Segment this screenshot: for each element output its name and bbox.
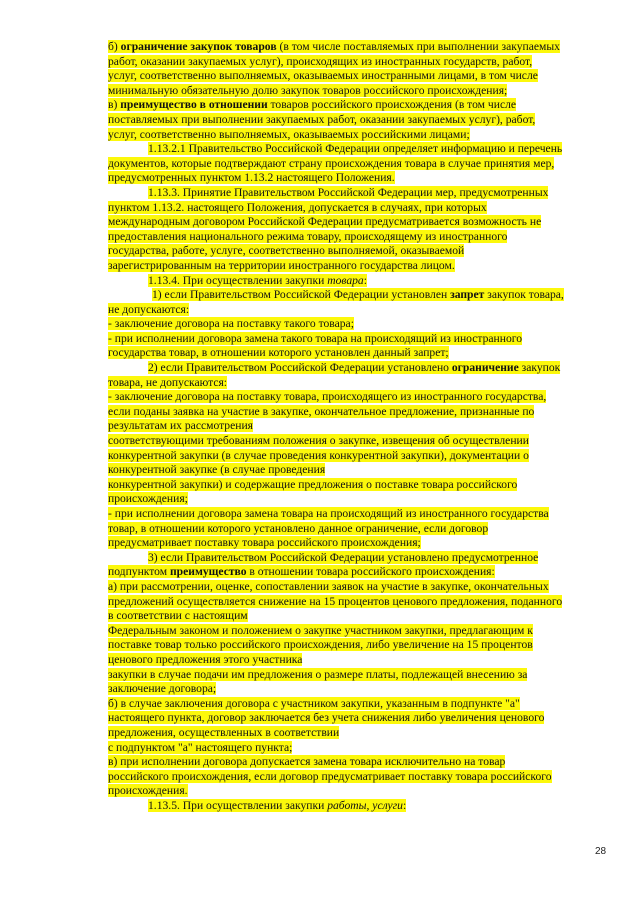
text-line	[108, 638, 608, 653]
text-segment: закупок товара,	[484, 288, 564, 302]
highlighted-text	[108, 332, 522, 345]
text-segment: - заключение договора на поставку товара, происходящего из иностранного государства,	[108, 390, 547, 404]
highlighted-text	[108, 244, 464, 257]
page-number: 28	[595, 846, 607, 857]
text-line	[108, 390, 608, 405]
text-segment: соответствующими требованиям положения о закупке, извещения об осуществлении	[108, 434, 529, 448]
text-segment: - заключение договора на поставку такого товара;	[108, 317, 354, 331]
highlighted-text	[108, 668, 527, 681]
text-line	[108, 288, 608, 303]
text-line	[108, 799, 608, 814]
bold-term: преимущество	[169, 565, 247, 579]
text-segment: российского происхождения, если договор предусматривает поставку товара российского	[108, 769, 552, 783]
text-line	[108, 565, 608, 580]
text-segment: происхождения;	[108, 492, 188, 506]
text-line	[108, 449, 608, 464]
highlighted-text	[108, 215, 541, 228]
highlighted-text	[108, 609, 248, 622]
highlighted-text	[108, 376, 227, 389]
text-line	[108, 346, 608, 361]
highlighted-text	[108, 317, 354, 330]
highlighted-text	[108, 55, 532, 68]
text-line	[108, 186, 608, 201]
text-segment: в отношении товара российского происхождения:	[246, 565, 495, 579]
bold-term: запрет	[450, 288, 485, 302]
highlighted-text	[108, 419, 253, 432]
text-line	[108, 668, 608, 683]
bold-term: преимущество в отношении	[120, 98, 268, 112]
text-segment: услуг, соответственно выполняемых, оказываемых российскими лицами;	[108, 127, 470, 141]
text-segment: государства товар, в отношении которого установлен данный запрет;	[108, 346, 449, 360]
text-segment: конкурентной закупке (в случае проведения	[108, 463, 326, 477]
text-segment: закупки в случае подачи им предложения о размере платы, подлежащей внесению за	[108, 667, 528, 681]
text-segment: работ, оказании закупаемых услуг), происходящих из иностранных государств, работ,	[108, 54, 533, 68]
document-body	[108, 40, 608, 813]
text-line	[108, 682, 608, 697]
text-line	[108, 317, 608, 332]
text-line	[108, 55, 608, 70]
highlighted-text	[108, 492, 188, 505]
text-line	[108, 230, 608, 245]
highlighted-text	[108, 595, 562, 608]
text-segment: - при исполнении договора замена такого товара на происходящий из иностранного	[108, 331, 523, 345]
text-line	[108, 784, 608, 799]
text-segment: 1.13.2.1 Правительство Российской Федерации определяет информацию и перечень	[148, 142, 563, 156]
text-segment: подпунктом	[108, 565, 170, 579]
text-line	[108, 434, 608, 449]
text-line	[108, 40, 608, 55]
highlighted-text	[108, 230, 507, 243]
text-segment: а) при рассмотрении, оценке, сопоставлении заявок на участие в закупке, окончательных	[108, 579, 549, 593]
text-segment: документов, которые подтверждают страну происхождения товара в случае принятия мер,	[108, 156, 555, 170]
text-line	[108, 157, 608, 172]
text-line	[108, 376, 608, 391]
text-line	[108, 332, 608, 347]
highlighted-text	[108, 69, 538, 82]
highlighted-text	[108, 711, 544, 724]
text-segment: поставке товар только российского происхождения, либо увеличение на 15 процентов	[108, 638, 533, 652]
text-line	[108, 84, 608, 99]
text-segment: конкурентной закупки) и содержащие предложения о поставке товара российского	[108, 477, 518, 491]
highlighted-text	[148, 186, 548, 199]
text-line	[108, 478, 608, 493]
text-segment: происхождения.	[108, 784, 188, 798]
italic-term: работы, услуги	[327, 798, 403, 812]
text-line	[108, 653, 608, 668]
text-segment: в)	[108, 98, 121, 112]
text-segment: 1.13.3. Принятие Правительством Российской Федерации мер, предусмотренных	[148, 185, 549, 199]
text-line	[108, 274, 608, 289]
text-segment: :	[363, 273, 367, 287]
text-segment: закупок	[518, 361, 561, 375]
highlighted-text	[108, 463, 325, 476]
text-segment: :	[402, 798, 407, 812]
text-line	[108, 98, 608, 113]
text-line	[108, 624, 608, 639]
highlighted-text	[148, 274, 367, 287]
highlighted-text	[108, 565, 495, 578]
text-segment: в) при исполнении договора допускается замена товара исключительно на товар	[108, 755, 506, 769]
text-line	[108, 551, 608, 566]
highlighted-text	[148, 142, 562, 155]
highlighted-text	[108, 259, 455, 272]
text-line	[108, 770, 608, 785]
highlighted-text	[108, 84, 507, 97]
text-segment: 1.13.4. При осуществлении закупки	[148, 273, 328, 287]
text-segment: заключение договора;	[108, 682, 217, 696]
text-segment: в соответствии с настоящим	[108, 609, 248, 623]
highlighted-text	[108, 98, 516, 111]
text-line	[108, 726, 608, 741]
highlighted-text	[108, 201, 487, 214]
text-line	[108, 697, 608, 712]
text-segment: 3) если Правительством Российской Федерации установлено предусмотренное	[148, 550, 539, 564]
text-line	[108, 580, 608, 595]
text-segment: - при исполнении договора замена товара на происходящий из иностранного государства	[108, 507, 549, 520]
highlighted-text	[108, 741, 292, 754]
text-line	[108, 522, 608, 537]
highlighted-text	[108, 697, 520, 710]
text-segment: зарегистрированным на территории иностранного государства лицом.	[108, 258, 455, 272]
text-segment: предусматривает поставку товара российского происхождения;	[108, 536, 421, 550]
highlighted-text	[148, 551, 538, 564]
highlighted-text	[148, 361, 560, 374]
text-segment: предусмотренных пунктом 1.13.2 настоящего Положения.	[108, 171, 395, 185]
highlighted-text	[108, 478, 517, 491]
highlighted-text	[108, 638, 533, 651]
highlighted-text	[108, 784, 188, 797]
highlighted-text	[108, 755, 505, 768]
text-line	[108, 492, 608, 507]
text-segment: результатам их рассмотрения	[108, 419, 253, 433]
text-segment: предложения, осуществленных в соответствии	[108, 725, 340, 739]
text-line	[108, 215, 608, 230]
text-line	[108, 419, 608, 434]
text-segment: минимальную обязательную долю закупок товаров российского происхождения;	[108, 83, 508, 97]
italic-term: товара	[327, 273, 364, 287]
text-line	[108, 361, 608, 376]
text-line	[108, 405, 608, 420]
highlighted-text	[152, 288, 564, 301]
text-line	[108, 201, 608, 216]
highlighted-text	[108, 522, 488, 535]
bold-term: ограничение	[451, 361, 519, 375]
text-segment: товар, в отношении которого установлено данное ограничение, если договор	[108, 521, 489, 535]
text-line	[108, 463, 608, 478]
text-segment: государства, работе, услуге, соответственно выполняемой, оказываемой	[108, 244, 465, 258]
text-line	[108, 69, 608, 84]
text-segment: 1.13.5. При осуществлении закупки	[148, 798, 328, 812]
highlighted-text	[108, 40, 560, 53]
text-segment: Федеральным законом и положением о закупке участником закупки, предлагающим к	[108, 623, 533, 637]
text-segment: предоставления национального режима товару, происходящему из иностранного	[108, 229, 508, 243]
text-segment: предложений осуществляется снижение на 15 процентов ценового предложения, поданного	[108, 594, 563, 608]
text-line	[108, 755, 608, 770]
text-segment: (в том числе поставляемых при выполнении закупаемых	[276, 40, 560, 53]
highlighted-text	[108, 624, 533, 637]
highlighted-text	[108, 682, 216, 695]
text-segment: поставляемых при выполнении закупаемых работ, оказании закупаемых услуг), работ,	[108, 112, 536, 126]
text-line	[108, 244, 608, 259]
text-segment: товара, не допускаются:	[108, 375, 228, 389]
highlighted-text	[108, 434, 529, 447]
highlighted-text	[108, 113, 535, 126]
text-segment: б)	[108, 40, 121, 53]
text-segment: настоящего пункта, договор заключается без учета снижения либо увеличения ценового	[108, 711, 545, 725]
text-segment: товаров российского происхождения (в том числе	[267, 98, 517, 112]
text-line	[108, 259, 608, 274]
highlighted-text	[108, 157, 554, 170]
text-line	[108, 171, 608, 186]
highlighted-text	[108, 405, 534, 418]
highlighted-text	[108, 449, 529, 462]
highlighted-text	[108, 580, 549, 593]
text-line	[108, 536, 608, 551]
highlighted-text	[108, 171, 395, 184]
highlighted-text	[108, 303, 189, 316]
highlighted-text	[108, 726, 339, 739]
text-line	[108, 303, 608, 318]
highlighted-text	[108, 390, 546, 403]
highlighted-text	[108, 346, 449, 359]
highlighted-text	[108, 507, 549, 520]
highlighted-text	[108, 770, 552, 783]
text-line	[108, 128, 608, 143]
text-segment: 2) если Правительством Российской Федерации установлено	[148, 361, 452, 375]
text-segment: с подпунктом "а" настоящего пункта;	[108, 740, 293, 754]
text-segment: конкурентной закупки (в случае проведения конкурентной закупки), документации о	[108, 448, 529, 462]
text-line	[108, 113, 608, 128]
text-line	[108, 609, 608, 624]
text-line	[108, 507, 608, 522]
text-segment: 1) если Правительством Российской Федерации установлен	[152, 288, 451, 302]
text-line	[108, 595, 608, 610]
text-segment: ценового предложения этого участника	[108, 652, 303, 666]
highlighted-text	[108, 128, 470, 141]
text-segment: международным договором Российской Федерации предусматривается возможность не	[108, 215, 542, 229]
text-line	[108, 741, 608, 756]
text-line	[108, 711, 608, 726]
text-segment: не допускаются:	[108, 302, 190, 316]
highlighted-text	[108, 653, 302, 666]
text-segment: если поданы заявка на участие в закупке, окончательное предложение, признанные по	[108, 404, 535, 418]
highlighted-text	[108, 536, 421, 549]
text-segment: пунктом 1.13.2. настоящего Положения, допускается в случаях, при которых	[108, 200, 487, 214]
text-segment: услуг, соответственно выполняемых, оказываемых иностранными лицами, в том числе	[108, 69, 538, 83]
text-segment: б) в случае заключения договора с участником закупки, указанным в подпункте "а"	[108, 696, 520, 710]
text-line	[108, 142, 608, 157]
bold-term: ограничение закупок товаров	[120, 40, 277, 53]
highlighted-text	[148, 799, 406, 812]
